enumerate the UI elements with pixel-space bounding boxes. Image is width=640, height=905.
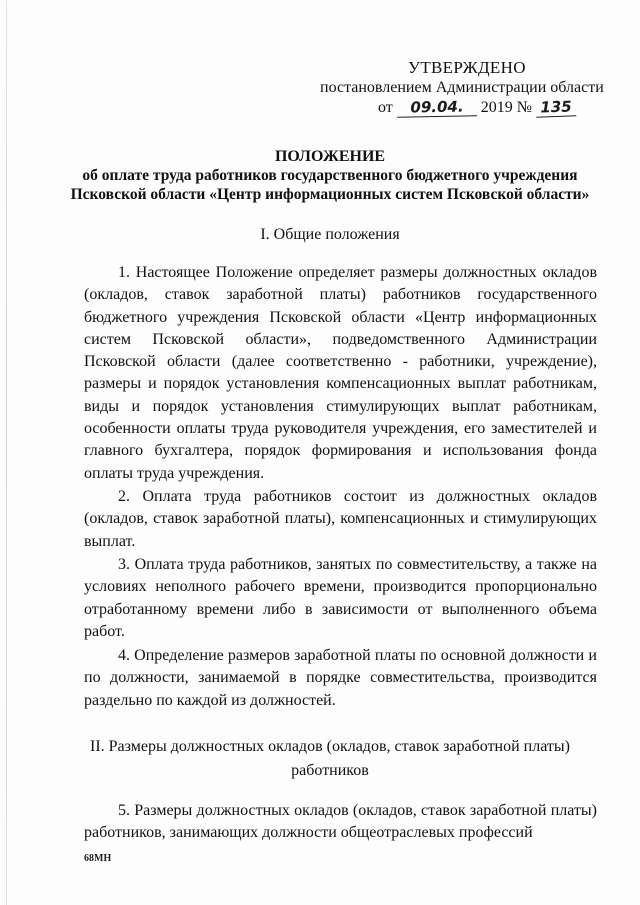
- paragraph-1: 1. Настоящее Положение определяет размеры должностных окладов (окладов, ставок заработной платы) работников государственного бюджетного учреждения Псковской области «Центр информационных систем Псковской области», подведомственного Администрации Псковской области (далее соответственно - работники, учреждение), размеры и порядок установления компенсационных выплат работникам, виды и порядок установления стимулирующих выплат работникам, особенности оплаты труда руководителя учреждения, его заместителей и главного бухгалтера, порядок формирования и использования фонда оплаты труда учреждения.: [84, 264, 597, 482]
- document-title-line2: об оплате труда работников государственного бюджетного учреждения: [82, 167, 578, 184]
- approval-date-line: [378, 98, 576, 118]
- document-title-main: ПОЛОЖЕНИЕ: [274, 148, 386, 165]
- paragraph-2: 2. Оплата труда работников состоит из должностных окладов (окладов, ставок заработной платы), компенсационных и стимулирующих выплат.: [84, 488, 597, 550]
- section-heading-2: [60, 735, 600, 783]
- document-title: [60, 147, 600, 204]
- paragraph-3: 3. Оплата труда работников, занятых по совместительству, а также на условиях неполного рабочего времени, производится пропорционально отработанному времени либо в зависимости от выполненного объема работ.: [84, 556, 597, 640]
- approval-date: 09.04.: [397, 97, 477, 117]
- approval-year: 2019 №: [480, 99, 533, 116]
- section-heading-1: I. Общие положения: [260, 226, 400, 243]
- approval-title: УТВЕРЖДЕНО: [408, 58, 526, 77]
- footer-code: 68МН: [84, 853, 112, 864]
- approval-authority: постановлением Администрации области: [320, 79, 604, 96]
- section-heading-2-line2: работников: [291, 762, 369, 779]
- paragraph-4: 4. Определение размеров заработной платы по основной должности и по должности, занимаемой в порядке совместительства, производится раздельно по каждой из должностей.: [84, 647, 597, 709]
- document-title-line3: Псковской области «Центр информационных систем Псковской области»: [70, 186, 590, 203]
- scan-edge: [6, 0, 7, 905]
- paragraph-5: 5. Размеры должностных окладов (окладов, ставок заработной платы) работников, занимающих должности общеотраслевых профессий: [84, 802, 597, 842]
- approval-number: 135: [536, 97, 577, 117]
- approval-prefix: от: [378, 99, 393, 116]
- section-heading-2-line1: II. Размеры должностных окладов (окладов, ставок заработной платы): [90, 738, 570, 755]
